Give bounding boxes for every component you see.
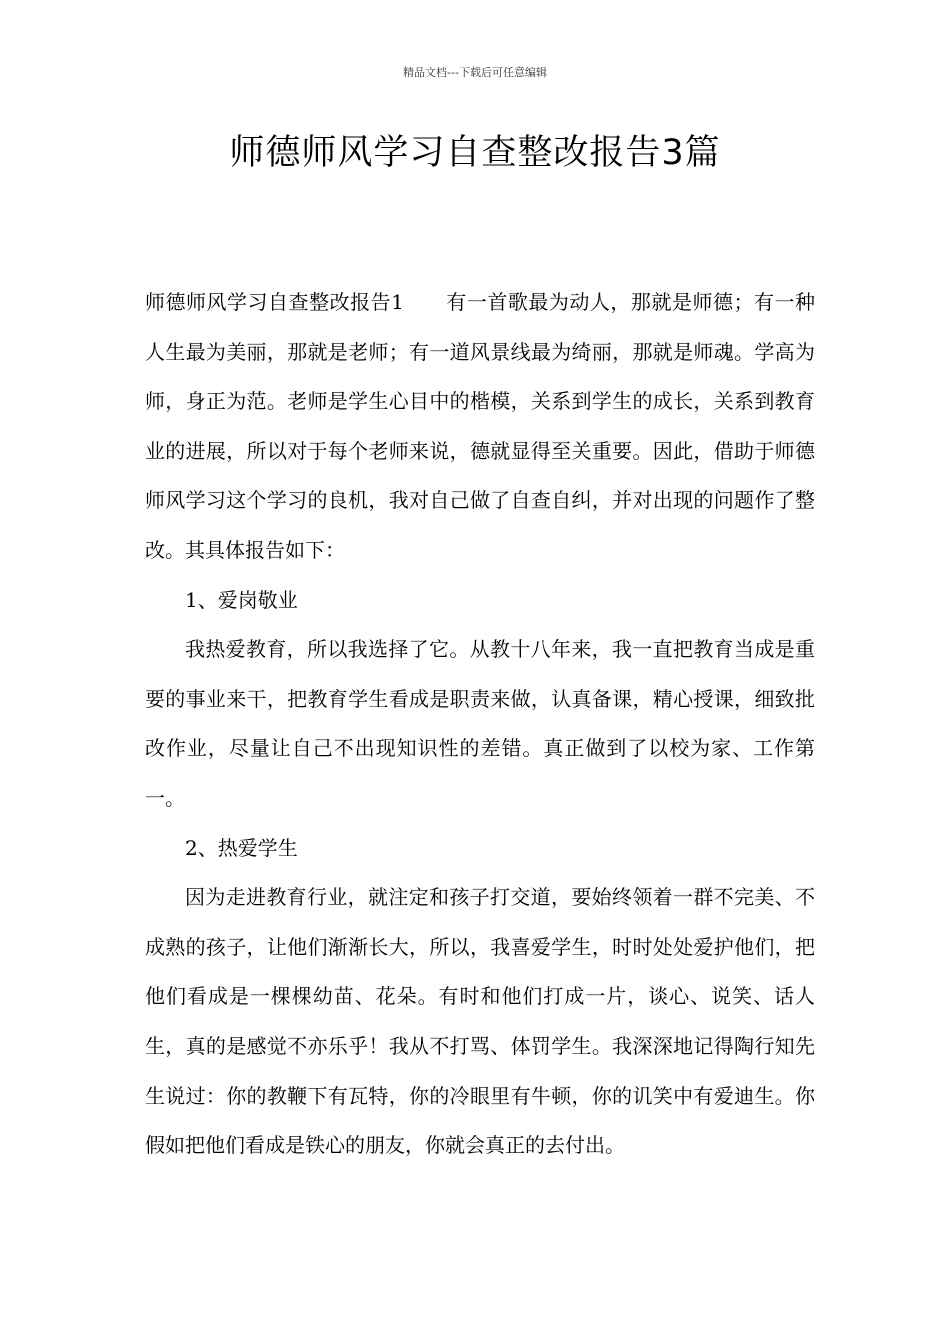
section-paragraph: 因为走进教育行业，就注定和孩子打交道，要始终领着一群不完美、不成熟的孩子，让他们渐渐长大，所以，我喜爱学生，时时处处爱护他们，把他们看成是一棵棵幼苗、花朵。有时和他们打成一片，谈心、说笑、话人生，真的是感觉不亦乐乎！我从不打骂、体罚学生。我深深地记得陶行知先生说过：你的教鞭下有瓦特，你的冷眼里有牛顿，你的讥笑中有爱迪生。你假如把他们看成是铁心的朋友，你就会真正的去付出。 [145, 885, 815, 1158]
intro-heading: 师德师风学习自查整改报告1 [145, 290, 404, 314]
page-header: 精品文档---下载后可任意编辑 [403, 66, 547, 79]
document-body [145, 278, 815, 1171]
section-paragraph: 我热爱教育，所以我选择了它。从教十八年来，我一直把教育当成是重要的事业来干，把教育学生看成是职责来做，认真备课，精心授课，细致批改作业，尽量让自己不出现知识性的差错。真正做到了以校为家、工作第一。 [145, 637, 815, 810]
section-heading: 2、热爱学生 [185, 835, 298, 860]
intro-paragraph [145, 278, 815, 576]
intro-text: 有一首歌最为动人，那就是师德；有一种人生最为美丽，那就是老师；有一道风景线最为绮丽，那就是师魂。学高为师，身正为范。老师是学生心目中的楷模，关系到学生的成长，关系到教育业的进展，所以对于每个老师来说，德就显得至关重要。因此，借助于师德师风学习这个学习的良机，我对自己做了自查自纠，并对出现的问题作了整改。其具体报告如下： [145, 290, 816, 562]
document-title: 师德师风学习自查整改报告3篇 [229, 133, 721, 173]
section-heading: 1、爱岗敬业 [185, 587, 298, 612]
